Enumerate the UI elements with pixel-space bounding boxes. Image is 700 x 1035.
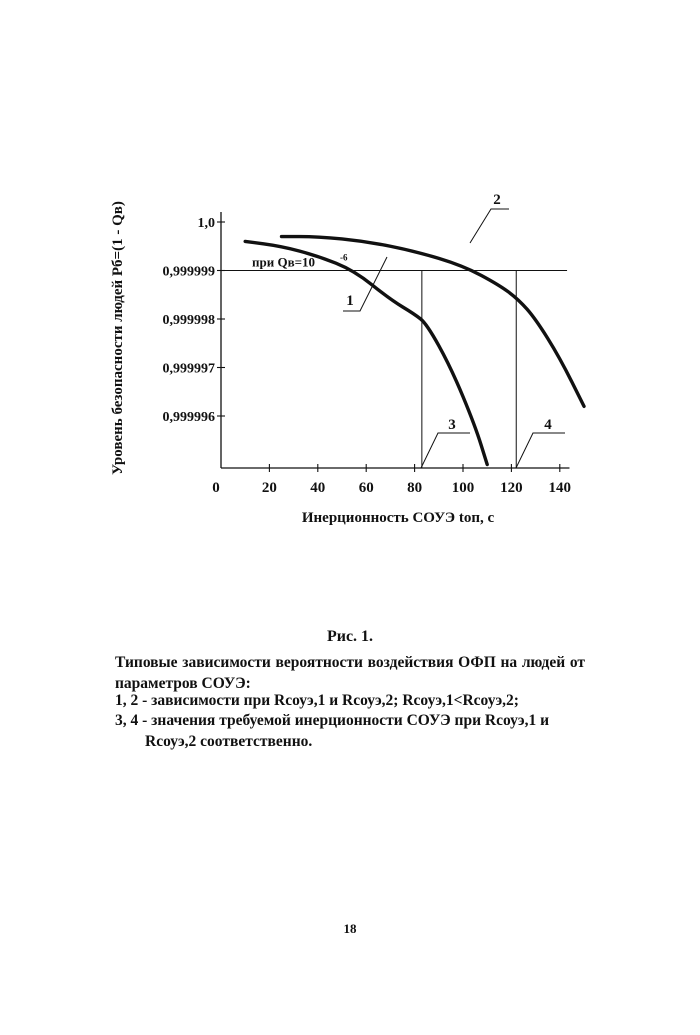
figure-caption-line2: 1, 2 - зависимости при Rсоуэ,1 и Rсоуэ,2; Rсоуэ,1<Rсоуэ,2; — [115, 692, 519, 709]
y-tick-label: 0,999996 — [162, 410, 215, 425]
x-tick-label: 100 — [451, 480, 475, 496]
y-tick-label: 0,999997 — [162, 361, 215, 377]
y-tick-label: 0,999999 — [162, 264, 215, 280]
x-tick-label: 40 — [310, 480, 326, 496]
figure-caption-line1: Типовые зависимости вероятности воздействия ОФП на людей от параметров СОУЭ: — [115, 654, 585, 692]
axes — [163, 212, 572, 496]
x-tick-label: 60 — [358, 480, 374, 496]
chart-labels — [110, 192, 552, 526]
figure-caption-line3: 3, 4 - значения требуемой инерционности СОУЭ при Rсоуэ,1 и — [115, 712, 550, 729]
leader-3 — [421, 433, 470, 468]
series-2-line — [282, 237, 585, 407]
y-axis-title: Уровень безопасности людей Pб=(1 - Qв) — [110, 201, 126, 475]
threshold-label: при Qв=10 — [252, 254, 316, 270]
y-tick-label: 1,0 — [197, 216, 215, 231]
page-number: 18 — [343, 921, 357, 936]
curve-label-2: 2 — [493, 192, 501, 208]
leader-4 — [516, 433, 565, 468]
x-tick-label: 120 — [500, 480, 523, 496]
chart-marks — [221, 209, 584, 468]
x-axis-title: Инерционность СОУЭ tоп, с — [301, 510, 495, 526]
x-tick-label: 0 — [212, 480, 220, 496]
curve-label-3: 3 — [448, 417, 456, 433]
figure-caption-title: Рис. 1. — [326, 628, 374, 645]
y-tick-label: 0,999998 — [162, 313, 215, 328]
curve-label-1: 1 — [346, 293, 354, 309]
leader-2 — [470, 209, 509, 243]
x-tick-label: 20 — [261, 480, 277, 496]
x-tick-label: 80 — [407, 480, 423, 496]
threshold-label-exponent: -6 — [340, 252, 348, 263]
curve-label-4: 4 — [544, 417, 552, 433]
x-tick-label: 140 — [548, 480, 572, 496]
figure-caption-line3b: Rсоуэ,2 соответственно. — [145, 733, 313, 750]
